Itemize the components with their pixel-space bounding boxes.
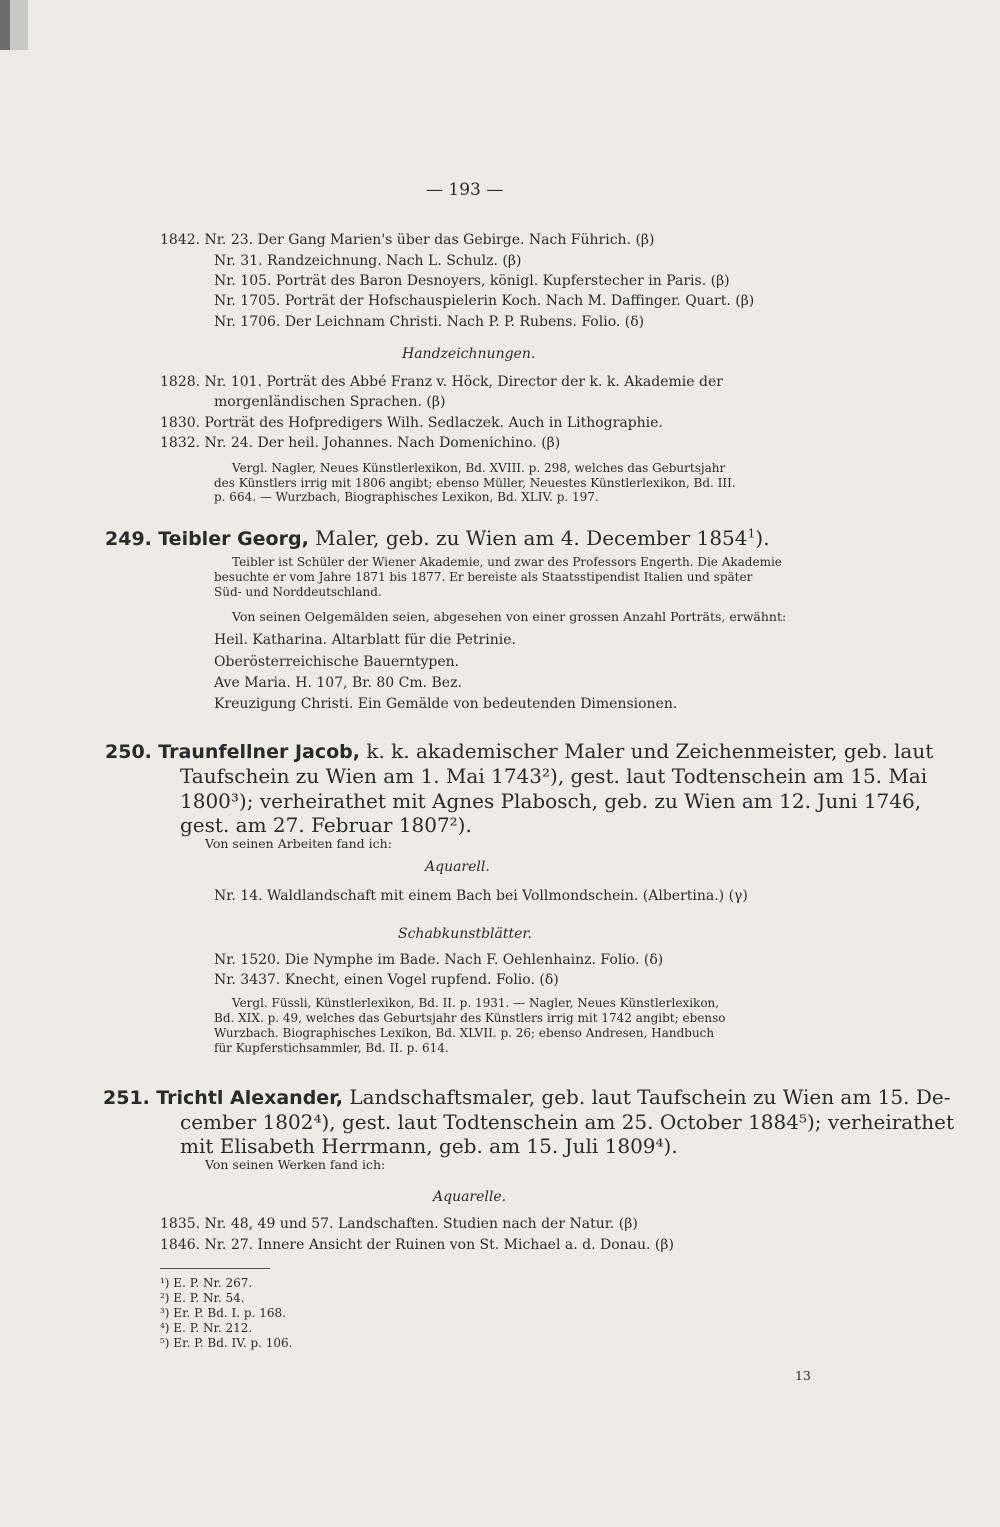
list-item: 1832. Nr. 24. Der heil. Johannes. Nach Domenichino. (β) bbox=[160, 435, 561, 451]
bio-line: Süd- und Norddeutschland. bbox=[214, 585, 382, 599]
reference-line: für Kupferstichsammler, Bd. II. p. 614. bbox=[214, 1041, 449, 1055]
list-item: 1828. Nr. 101. Porträt des Abbé Franz v. Höck, Director der k. k. Akademie der bbox=[160, 374, 723, 390]
entry-text: Landschaftsmaler, geb. laut Taufschein zu Wien am 15. De- bbox=[349, 1085, 951, 1109]
intro-line: Von seinen Arbeiten fand ich: bbox=[205, 836, 392, 851]
intro-line: Von seinen Oelgemälden seien, abgesehen von einer grossen Anzahl Porträts, erwähnt: bbox=[232, 609, 787, 624]
footnote: ³) Er. P. Bd. I. p. 168. bbox=[160, 1306, 286, 1320]
entry-name: Traunfellner Jacob, bbox=[158, 741, 360, 763]
reference-line: des Künstlers irrig mit 1806 angibt; ebenso Müller, Neuestes Künstlerlexikon, Bd. III. bbox=[214, 476, 736, 490]
intro-line: Von seinen Werken fand ich: bbox=[205, 1157, 386, 1172]
entry-number: 249. bbox=[105, 528, 152, 550]
list-item: 1842. Nr. 23. Der Gang Marien's über das Gebirge. Nach Führich. (β) bbox=[160, 232, 655, 248]
scan-edge-light bbox=[10, 0, 28, 50]
footnote: ¹) E. P. Nr. 267. bbox=[160, 1276, 253, 1290]
entry-name: Teibler Georg, bbox=[158, 528, 309, 550]
section-heading: Aquarell. bbox=[425, 859, 490, 875]
section-heading: Handzeichnungen. bbox=[402, 346, 536, 362]
work-item: Nr. 3437. Knecht, einen Vogel rupfend. Folio. (δ) bbox=[214, 972, 559, 988]
reference-line: Bd. XIX. p. 49, welches das Geburtsjahr des Künstlers irrig mit 1742 angibt; ebenso bbox=[214, 1011, 726, 1025]
signature-mark: 13 bbox=[795, 1368, 811, 1383]
work-item: Heil. Katharina. Altarblatt für die Petrinie. bbox=[214, 632, 516, 648]
entry-text: k. k. akademischer Maler und Zeichenmeister, geb. laut bbox=[366, 739, 934, 763]
footnote-ref: 1 bbox=[747, 525, 756, 541]
work-item: Nr. 1520. Die Nymphe im Bade. Nach F. Oehlenhainz. Folio. (δ) bbox=[214, 952, 664, 968]
footnote: ⁴) E. P. Nr. 212. bbox=[160, 1321, 253, 1335]
entry-title: Maler, geb. zu Wien am 4. December 1854 bbox=[315, 526, 748, 550]
work-item: Nr. 14. Waldlandschaft mit einem Bach bei Vollmondschein. (Albertina.) (γ) bbox=[214, 888, 748, 904]
section-heading: Aquarelle. bbox=[433, 1189, 507, 1205]
list-item: Nr. 1706. Der Leichnam Christi. Nach P. P. Rubens. Folio. (δ) bbox=[214, 314, 645, 330]
footnote: ²) E. P. Nr. 54. bbox=[160, 1291, 245, 1305]
bio-line: besuchte er vom Jahre 1871 bis 1877. Er bereiste als Staatsstipendist Italien und später bbox=[214, 570, 753, 584]
entry-text: gest. am 27. Februar 1807²). bbox=[180, 813, 472, 837]
list-item: Nr. 31. Randzeichnung. Nach L. Schulz. (β) bbox=[214, 253, 522, 269]
list-item: Nr. 1705. Porträt der Hofschauspielerin Koch. Nach M. Daffinger. Quart. (β) bbox=[214, 293, 755, 309]
reference-line: Vergl. Nagler, Neues Künstlerlexikon, Bd. XVIII. p. 298, welches das Geburtsjahr bbox=[232, 461, 726, 475]
bio-line: Teibler ist Schüler der Wiener Akademie, und zwar des Professors Engerth. Die Akademie bbox=[232, 555, 782, 569]
entry-number: 251. bbox=[103, 1087, 150, 1109]
work-item: Oberösterreichische Bauerntypen. bbox=[214, 654, 460, 670]
scan-edge bbox=[0, 0, 10, 50]
work-item: 1846. Nr. 27. Innere Ansicht der Ruinen von St. Michael a. d. Donau. (β) bbox=[160, 1237, 674, 1253]
entry-text: 1800³); verheirathet mit Agnes Plabosch, geb. zu Wien am 12. Juni 1746, bbox=[180, 789, 922, 813]
reference-line: Wurzbach. Biographisches Lexikon, Bd. XLVII. p. 26; ebenso Andresen, Handbuch bbox=[214, 1026, 715, 1040]
entry-name: Trichtl Alexander, bbox=[156, 1087, 343, 1109]
entry-number: 250. bbox=[105, 741, 152, 763]
entry-text: cember 1802⁴), gest. laut Todtenschein am 25. October 1884⁵); verheirathet bbox=[180, 1110, 954, 1134]
work-item: 1835. Nr. 48, 49 und 57. Landschaften. Studien nach der Natur. (β) bbox=[160, 1216, 638, 1232]
section-heading: Schabkunstblätter. bbox=[398, 926, 533, 942]
work-item: Kreuzigung Christi. Ein Gemälde von bedeutenden Dimensionen. bbox=[214, 696, 678, 712]
page-number: — 193 — bbox=[426, 180, 504, 200]
list-item: 1830. Porträt des Hofpredigers Wilh. Sedlaczek. Auch in Lithographie. bbox=[160, 415, 663, 431]
reference-line: Vergl. Füssli, Künstlerlexikon, Bd. II. p. 1931. — Nagler, Neues Künstlerlexikon, bbox=[232, 996, 720, 1010]
entry-text: Taufschein zu Wien am 1. Mai 1743²), gest. laut Todtenschein am 15. Mai bbox=[180, 764, 928, 788]
entry-text: mit Elisabeth Herrmann, geb. am 15. Juli 1809⁴). bbox=[180, 1134, 678, 1158]
work-item: Ave Maria. H. 107, Br. 80 Cm. Bez. bbox=[214, 675, 462, 691]
entry-249-heading bbox=[105, 525, 770, 550]
list-item: Nr. 105. Porträt des Baron Desnoyers, königl. Kupferstecher in Paris. (β) bbox=[214, 273, 730, 289]
footnote-divider bbox=[160, 1268, 270, 1269]
reference-line: p. 664. — Wurzbach, Biographisches Lexikon, Bd. XLIV. p. 197. bbox=[214, 490, 599, 504]
entry-251-heading bbox=[103, 1087, 950, 1108]
footnote: ⁵) Er. P. Bd. IV. p. 106. bbox=[160, 1336, 293, 1350]
entry-title-end: ). bbox=[755, 526, 770, 550]
list-item: morgenländischen Sprachen. (β) bbox=[214, 394, 446, 410]
entry-250-heading bbox=[105, 741, 933, 762]
